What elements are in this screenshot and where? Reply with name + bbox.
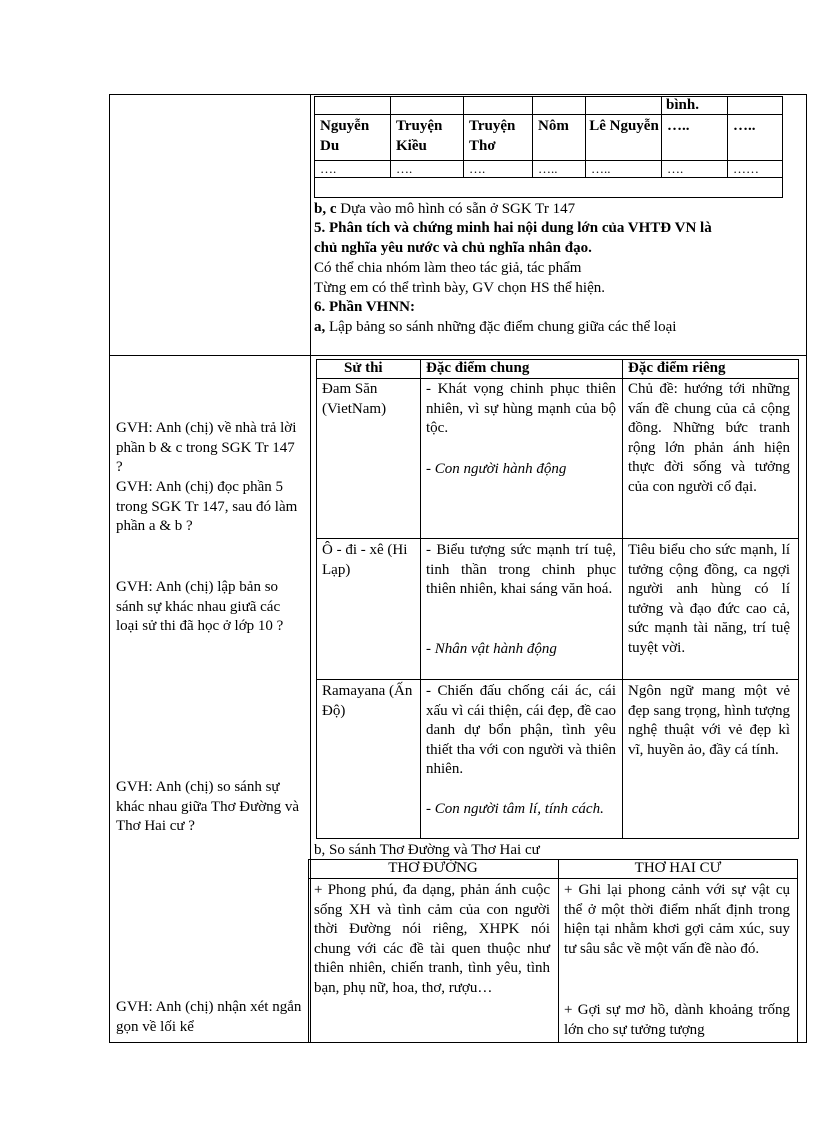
epic-common-italic: - Con người tâm lí, tính cách.: [426, 801, 604, 817]
dots-cell: …..: [591, 161, 611, 176]
epic-header: Đặc điểm chung: [426, 360, 530, 376]
poetry-tang-text: + Phong phú, đa dạng, phản ánh cuộc sống XH và tình cảm của con người thời Đường nói riêng, XHPK nói chung với các đề tài quen thuộc như thiên nhiên, chiến tranh, tình yêu, tình bạn, phụ nữ, hoa, thơ, rượu…: [314, 882, 550, 996]
poetry-haiku-text-1: + Ghi lại phong cảnh với sự vật cụ thể ở một thời điểm nhất định trong hiện tại nhằm khơi gợi cảm xúc, suy tư sâu sắc về một vấn đề nào đó.: [564, 882, 790, 957]
teacher-question: GVH: Anh (chị) nhận xét ngắn gọn về lối kể: [116, 999, 302, 1035]
heading-5-line2: chủ nghĩa yêu nước và chủ nghĩa nhân đạo.: [314, 240, 592, 256]
epic-specific: Ngôn ngữ mang một vẻ đẹp sang trọng, hình tượng nghệ thuật với vẻ đẹp kì vĩ, huyền ảo, đầy cá tính.: [628, 683, 790, 758]
dots-cell: ….: [469, 161, 486, 176]
dots-cell: ….: [667, 161, 684, 176]
cell-author: Nguyễn Du: [320, 118, 370, 154]
epic-common: - Chiến đấu chống cái ác, cái xấu vì cái thiện, cái đẹp, đề cao danh dự bổn phận, tình yêu thiết tha với con người và thiên nhiên.: [426, 683, 616, 777]
para-5-line2: Từng em có thể trình bày, GV chọn HS thể hiện.: [314, 280, 605, 296]
epic-name: Ô - đi - xê (Hi Lạp): [322, 542, 408, 578]
dots-cell: ….: [396, 161, 413, 176]
cell-col6: …..: [667, 118, 690, 134]
cell-col7: …..: [733, 118, 756, 134]
epic-common: - Biểu tượng sức mạnh trí tuệ, tinh thần trong chinh phục thiên nhiên, khai sáng văn hoá.: [426, 542, 616, 597]
dots-cell: ….: [320, 161, 337, 176]
partial-row-text: bình.: [666, 97, 699, 113]
teacher-question: GVH: Anh (chị) đọc phần 5 trong SGK Tr 147, sau đó làm phần a & b ?: [116, 479, 298, 534]
poetry-caption: b, So sánh Thơ Đường và Thơ Hai cư: [314, 842, 540, 858]
para-6a: a, Lập bảng so sánh những đặc điểm chung giữa các thể loại: [314, 319, 677, 335]
epic-header: Sử thi: [344, 360, 383, 376]
cell-script: Nôm: [538, 118, 569, 134]
dots-cell: ……: [733, 161, 759, 176]
poetry-haiku-text-2: + Gợi sự mơ hồ, dành khoảng trống lớn cho sự tưởng tượng: [564, 1002, 790, 1038]
poetry-header-tang: THƠ ĐƯỜNG: [388, 860, 478, 876]
para-5-line1: Có thể chia nhóm làm theo tác giả, tác phẩm: [314, 260, 582, 276]
epic-header: Đặc điểm riêng: [628, 360, 726, 376]
cell-other: Lê Nguyễn: [589, 118, 659, 134]
heading-6: 6. Phần VHNN:: [314, 299, 415, 315]
epic-name: Đam Săn (VietNam): [322, 381, 387, 417]
cell-genre: Truyện Thơ: [469, 118, 516, 154]
epic-specific: Chủ đề: hướng tới những vấn đề chung của cả cộng đồng. Những bức tranh rộng lớn phản ánh hiện thực đời sống và tưởng của con người cổ đại.: [628, 381, 790, 495]
section-bc: b, c Dựa vào mô hình có sẵn ở SGK Tr 147: [314, 201, 576, 217]
dots-cell: …..: [538, 161, 558, 176]
epic-common-italic: - Nhân vật hành động: [426, 641, 557, 657]
poetry-header-haiku: THƠ HAI CƯ: [634, 860, 722, 876]
epic-common: - Khát vọng chinh phục thiên nhiên, vì sự hùng mạnh của bộ tộc.: [426, 381, 616, 436]
cell-work: Truyện Kiều: [396, 118, 443, 154]
teacher-question: GVH: Anh (chị) về nhà trả lời phần b & c trong SGK Tr 147 ?: [116, 420, 297, 475]
teacher-question: GVH: Anh (chị) so sánh sự khác nhau giữa Thơ Đường và Thơ Hai cư ?: [116, 779, 300, 834]
epic-name: Ramayana (Ấn Độ): [322, 683, 413, 719]
epic-specific: Tiêu biểu cho sức mạnh, lí tưởng cộng đồng, ca ngợi người anh hùng có lí tưởng và đạo đức cao cả, sức mạnh tài năng, trí tuệ tuyệt vời.: [628, 542, 790, 656]
teacher-question: GVH: Anh (chị) lập bản so sánh sự khác nhau giưã các loại sử thi đã học ở lớp 10 ?: [116, 579, 284, 634]
heading-5-line1: 5. Phân tích và chứng minh hai nội dung lớn của VHTĐ VN là: [314, 220, 712, 236]
epic-common-italic: - Con người hành động: [426, 461, 567, 477]
